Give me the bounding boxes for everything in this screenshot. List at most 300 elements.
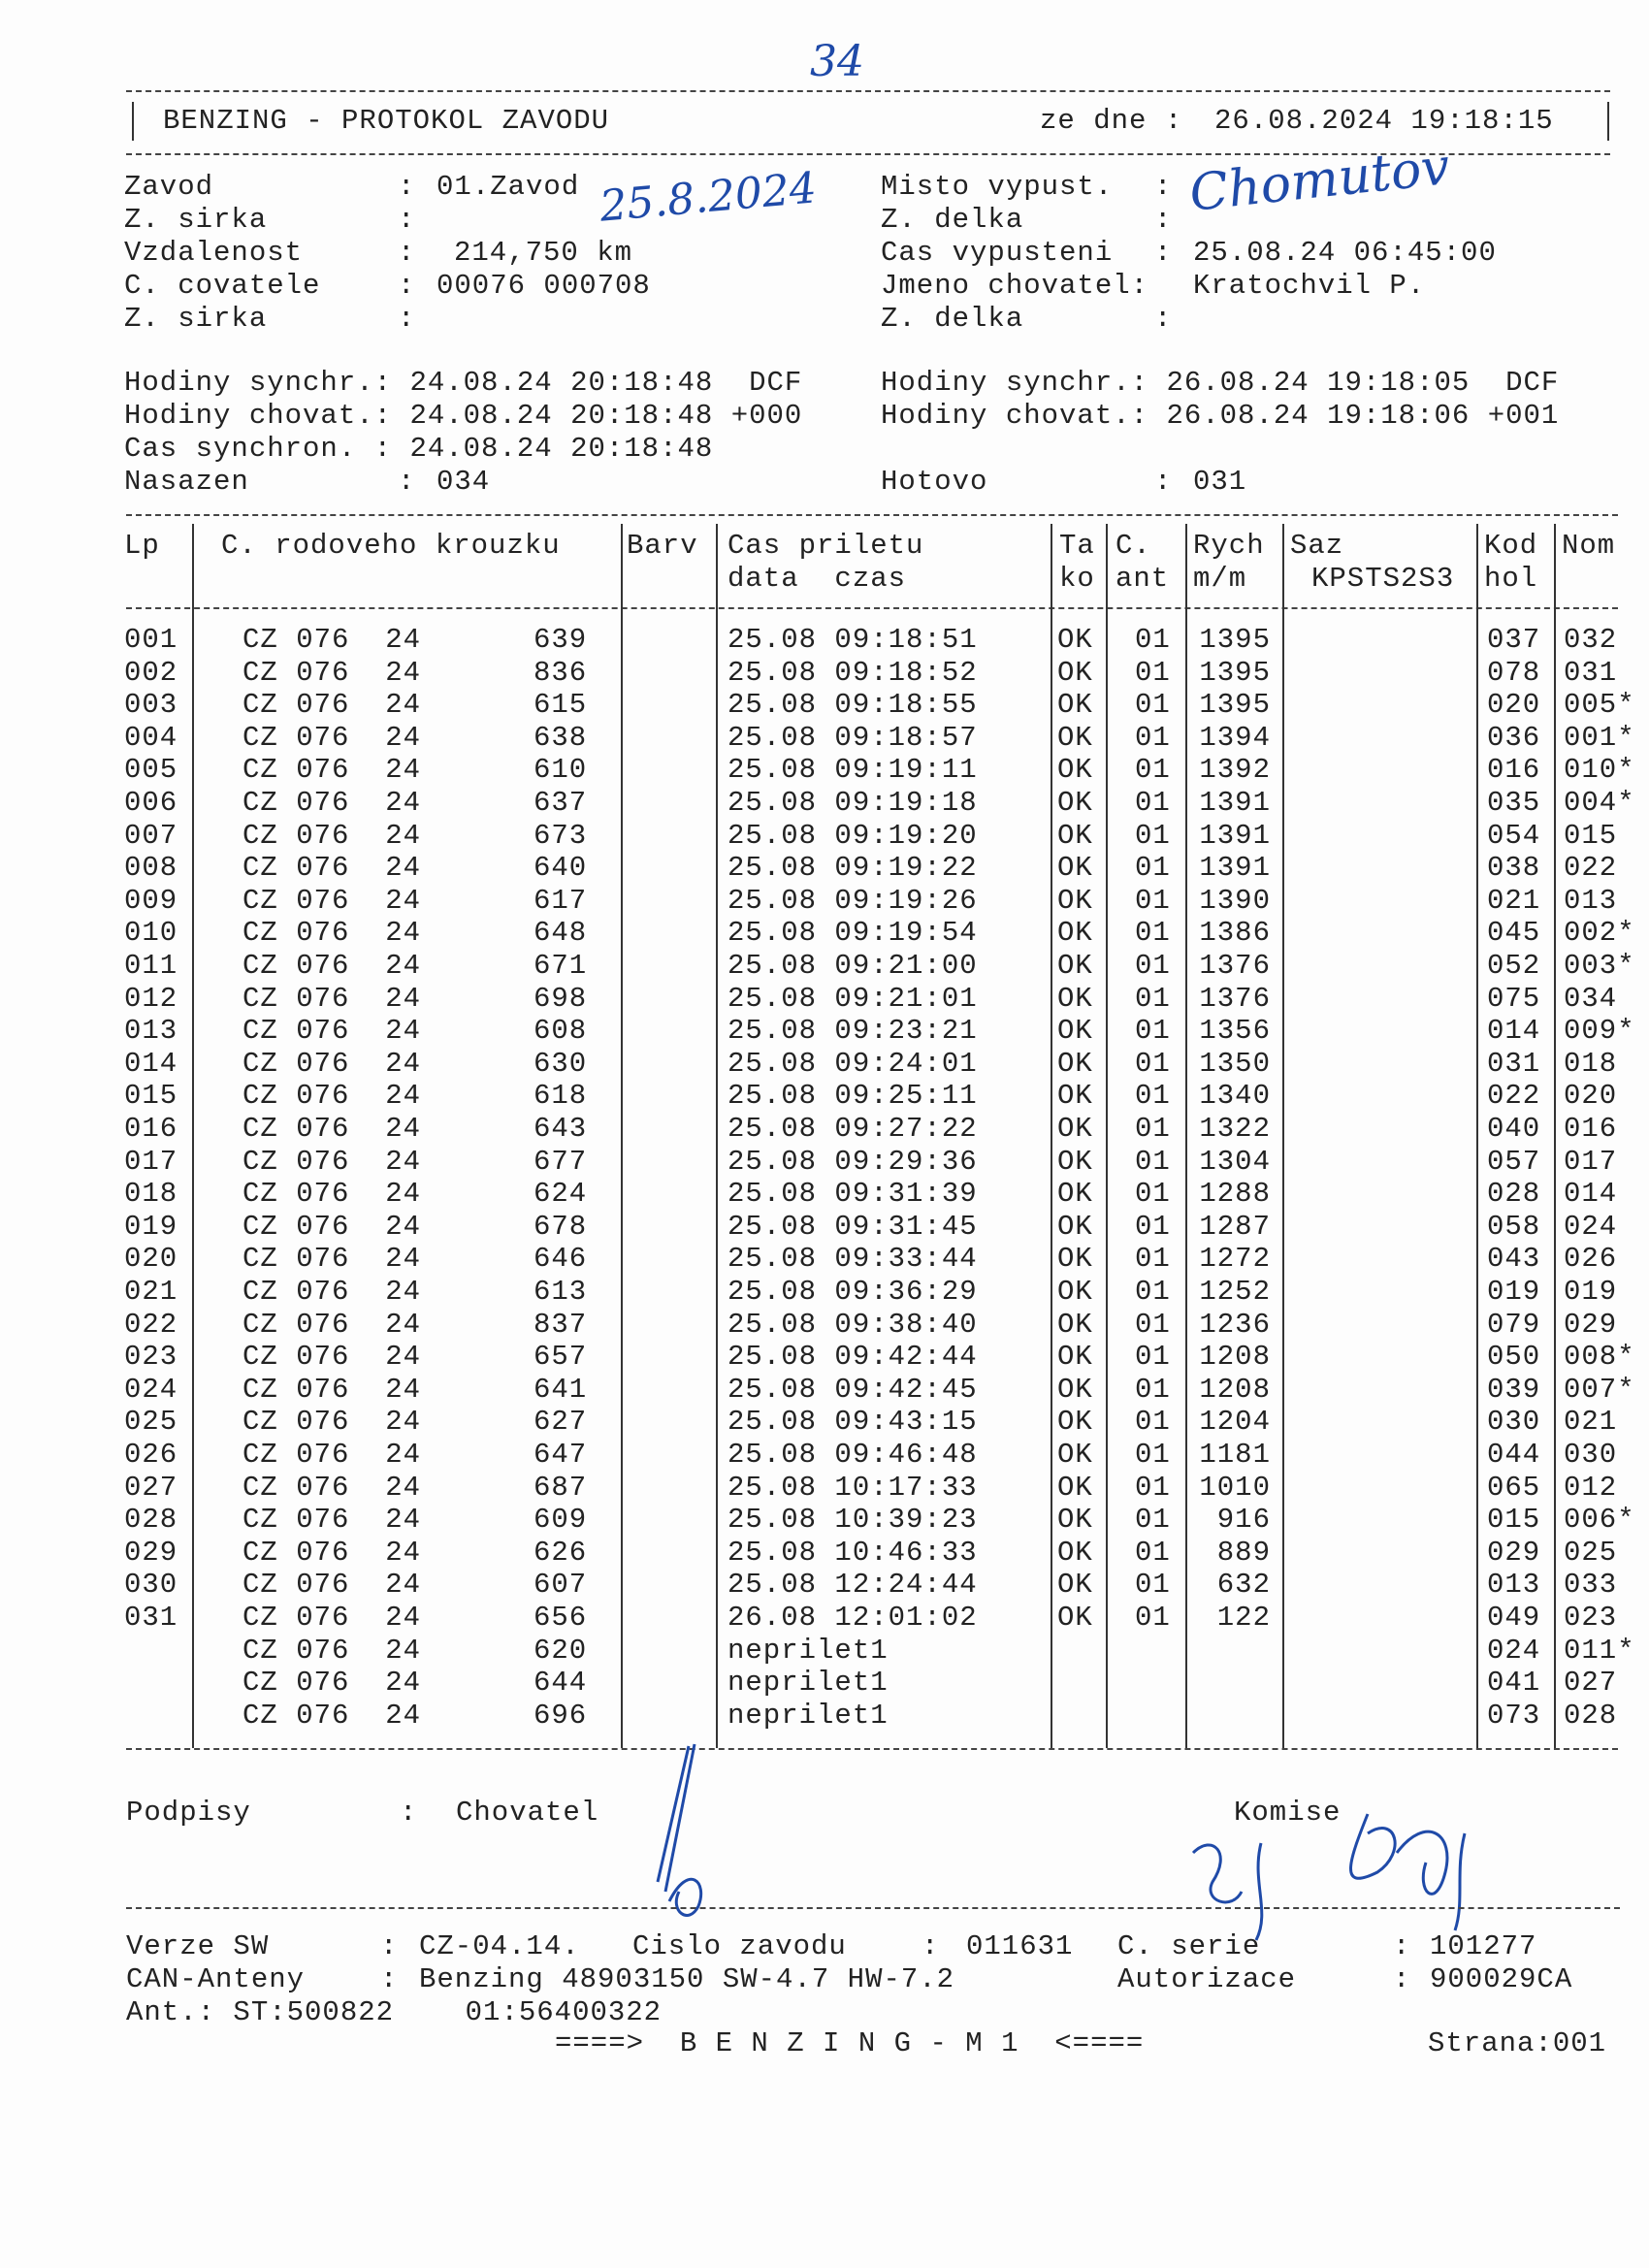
status-cell: OK (1057, 1406, 1093, 1439)
ring-number-cell: 627 (534, 1406, 588, 1439)
speed-cell: 1287 (1199, 1210, 1271, 1243)
ring-number-cell: 630 (534, 1047, 588, 1080)
code-cell: 078 (1487, 656, 1541, 689)
table-row (0, 1602, 1649, 1635)
verze-label: Verze SW (126, 1930, 270, 1962)
nom-cell: 033 (1564, 1569, 1618, 1602)
zavod-label: Zavod (124, 171, 214, 203)
verze-value: CZ-04.14. (419, 1930, 580, 1962)
speed-cell: 1391 (1199, 852, 1271, 885)
antenna-cell: 01 (1135, 852, 1171, 885)
ring-cell: CZ 076 24 (242, 884, 422, 917)
speed-cell: 1376 (1199, 950, 1271, 982)
antenna-cell: 01 (1135, 884, 1171, 917)
code-cell: 075 (1487, 982, 1541, 1015)
jmeno-value: Kratochvil P. (1193, 270, 1426, 302)
antenna-cell: 01 (1135, 1602, 1171, 1634)
table-row (0, 1700, 1649, 1733)
speed-cell: 1181 (1199, 1439, 1271, 1471)
table-row (0, 1439, 1649, 1472)
nom-cell: 023 (1564, 1602, 1618, 1634)
code-cell: 079 (1487, 1308, 1541, 1341)
col-header-rych: Rych (1193, 530, 1265, 562)
lp-cell: 017 (124, 1145, 178, 1178)
ring-cell: CZ 076 24 (242, 1178, 422, 1211)
code-cell: 019 (1487, 1276, 1541, 1308)
speed-cell: 889 (1216, 1536, 1271, 1569)
antenna-cell: 01 (1135, 754, 1171, 787)
lp-cell: 004 (124, 721, 178, 754)
status-cell: OK (1057, 1373, 1093, 1406)
status-cell: OK (1057, 1178, 1093, 1211)
arrival-time-cell: 25.08 09:18:57 (728, 721, 978, 754)
code-cell: 038 (1487, 852, 1541, 885)
arrival-time-cell: 25.08 09:42:44 (728, 1341, 978, 1374)
table-row (0, 1146, 1649, 1179)
arrival-time-cell: 25.08 09:31:39 (728, 1178, 978, 1211)
speed-cell: 1288 (1199, 1178, 1271, 1211)
status-cell: OK (1057, 884, 1093, 917)
sync-line-left-2: Hodiny chovat.: 24.08.24 20:18:48 +000 (124, 400, 803, 432)
table-row (0, 1015, 1649, 1048)
arrival-time-cell: 25.08 09:19:26 (728, 884, 978, 917)
colon: : (380, 1963, 399, 1995)
lp-cell: 030 (124, 1569, 178, 1602)
arrival-time-cell: 25.08 09:23:21 (728, 1015, 978, 1048)
colon: : (1154, 237, 1173, 269)
speed-cell: 1208 (1199, 1341, 1271, 1374)
ring-number-cell: 646 (534, 1243, 588, 1276)
lp-cell: 026 (124, 1439, 178, 1471)
nom-cell: 032 (1564, 624, 1618, 656)
nom-cell: 030 (1564, 1439, 1618, 1471)
table-row (0, 1080, 1649, 1113)
table-row (0, 1243, 1649, 1276)
autorizace-label: Autorizace (1117, 1963, 1297, 1995)
ring-number-cell: 607 (534, 1569, 588, 1602)
ring-number-cell: 609 (534, 1504, 588, 1537)
speed-cell: 1340 (1199, 1080, 1271, 1113)
lp-cell: 014 (124, 1047, 178, 1080)
arrival-time-cell: 25.08 09:36:29 (728, 1276, 978, 1308)
ring-cell: CZ 076 24 (242, 982, 422, 1015)
status-cell: OK (1057, 1243, 1093, 1276)
handwritten-race-date: 25.8.2024 (598, 163, 819, 232)
antenna-cell: 01 (1135, 1113, 1171, 1145)
arrival-time-cell: 25.08 09:24:01 (728, 1047, 978, 1080)
ring-number-cell: 671 (534, 950, 588, 982)
ring-cell: CZ 076 24 (242, 656, 422, 689)
ring-cell: CZ 076 24 (242, 1536, 422, 1569)
code-cell: 020 (1487, 689, 1541, 722)
table-row (0, 1276, 1649, 1309)
table-row (0, 852, 1649, 885)
speed-cell: 1208 (1199, 1373, 1271, 1406)
nasazen-label: Nasazen (124, 466, 249, 498)
speed-cell: 1304 (1199, 1145, 1271, 1178)
chovatel-label: Chovatel (456, 1797, 599, 1829)
ring-number-cell: 640 (534, 852, 588, 885)
table-row (0, 1635, 1649, 1668)
lp-cell: 031 (124, 1602, 178, 1634)
ring-cell: CZ 076 24 (242, 1210, 422, 1243)
colon: : (400, 1797, 418, 1829)
arrival-time-cell: neprilet1 (728, 1667, 889, 1700)
arrival-time-cell: 25.08 09:19:20 (728, 819, 978, 852)
code-cell: 065 (1487, 1471, 1541, 1504)
nom-cell: 006* (1564, 1504, 1635, 1537)
antenna-cell: 01 (1135, 982, 1171, 1015)
nom-cell: 009* (1564, 1015, 1635, 1048)
vzdalenost-label: Vzdalenost (124, 237, 304, 269)
handwritten-page-number: 34 (810, 37, 864, 86)
table-row (0, 1504, 1649, 1537)
zsirka-label: Z. sirka (124, 204, 268, 236)
code-cell: 043 (1487, 1243, 1541, 1276)
status-cell: OK (1057, 1471, 1093, 1504)
ring-number-cell: 639 (534, 624, 588, 656)
speed-cell: 1356 (1199, 1015, 1271, 1048)
arrival-time-cell: 25.08 09:33:44 (728, 1243, 978, 1276)
colon: : (398, 466, 416, 498)
status-cell: OK (1057, 1210, 1093, 1243)
antenna-cell: 01 (1135, 917, 1171, 950)
colon: : (1154, 171, 1173, 203)
nom-cell: 031 (1564, 656, 1618, 689)
ring-cell: CZ 076 24 (242, 1080, 422, 1113)
table-row (0, 1178, 1649, 1211)
col-header-lp: Lp (124, 530, 160, 562)
code-cell: 013 (1487, 1569, 1541, 1602)
code-cell: 035 (1487, 787, 1541, 819)
ring-cell: CZ 076 24 (242, 787, 422, 819)
table-row (0, 722, 1649, 755)
colon: : (398, 204, 416, 236)
zavod-value: 01.Zavod (436, 171, 580, 203)
col-header-cant-sub: ant (1116, 563, 1170, 595)
nom-cell: 034 (1564, 982, 1618, 1015)
arrival-time-cell: 25.08 09:29:36 (728, 1145, 978, 1178)
ring-number-cell: 656 (534, 1602, 588, 1634)
lp-cell: 021 (124, 1276, 178, 1308)
colon: : (398, 303, 416, 335)
code-cell: 031 (1487, 1047, 1541, 1080)
serie-value: 101277 (1430, 1930, 1537, 1962)
arrival-time-cell: 25.08 09:31:45 (728, 1210, 978, 1243)
antenna-cell: 01 (1135, 1276, 1171, 1308)
arrival-time-cell: 25.08 09:21:01 (728, 982, 978, 1015)
report-date: 26.08.2024 19:18:15 (1214, 105, 1554, 137)
nom-cell: 015 (1564, 819, 1618, 852)
col-header-cant: C. (1116, 530, 1151, 562)
speed-cell: 1236 (1199, 1308, 1271, 1341)
code-cell: 016 (1487, 754, 1541, 787)
ring-number-cell: 608 (534, 1015, 588, 1048)
code-cell: 054 (1487, 819, 1541, 852)
colon: : (1154, 303, 1173, 335)
arrival-time-cell: 25.08 10:17:33 (728, 1471, 978, 1504)
nom-cell: 027 (1564, 1667, 1618, 1700)
serie-label: C. serie (1117, 1930, 1261, 1962)
speed-cell: 1391 (1199, 819, 1271, 852)
speed-cell: 1350 (1199, 1047, 1271, 1080)
arrival-time-cell: 25.08 10:46:33 (728, 1536, 978, 1569)
lp-cell: 011 (124, 950, 178, 982)
nom-cell: 003* (1564, 950, 1635, 982)
ring-number-cell: 637 (534, 787, 588, 819)
col-header-saz: Saz (1290, 530, 1344, 562)
table-row (0, 1341, 1649, 1374)
speed-cell: 1395 (1199, 624, 1271, 656)
ring-number-cell: 620 (534, 1634, 588, 1667)
table-row (0, 1472, 1649, 1505)
col-header-tako: Ta (1059, 530, 1095, 562)
ring-number-cell: 643 (534, 1113, 588, 1145)
lp-cell: 001 (124, 624, 178, 656)
status-cell: OK (1057, 1504, 1093, 1537)
table-row (0, 1309, 1649, 1342)
lp-cell: 009 (124, 884, 178, 917)
jmeno-label: Jmeno chovatel: (881, 270, 1149, 302)
cas-vypusteni-value: 25.08.24 06:45:00 (1193, 237, 1497, 269)
ring-number-cell: 644 (534, 1667, 588, 1700)
col-header-ring: C. rodoveho krouzku (221, 530, 561, 562)
ring-cell: CZ 076 24 (242, 689, 422, 722)
lp-cell: 024 (124, 1373, 178, 1406)
speed-cell: 1390 (1199, 884, 1271, 917)
code-cell: 014 (1487, 1015, 1541, 1048)
code-cell: 036 (1487, 721, 1541, 754)
nom-cell: 025 (1564, 1536, 1618, 1569)
status-cell: OK (1057, 754, 1093, 787)
antenna-cell: 01 (1135, 1569, 1171, 1602)
status-cell: OK (1057, 787, 1093, 819)
ring-cell: CZ 076 24 (242, 1373, 422, 1406)
nom-cell: 026 (1564, 1243, 1618, 1276)
ring-cell: CZ 076 24 (242, 950, 422, 982)
handwritten-release-place: Chomutov (1186, 138, 1453, 223)
code-cell: 044 (1487, 1439, 1541, 1471)
antenna-cell: 01 (1135, 1373, 1171, 1406)
antenna-cell: 01 (1135, 1439, 1171, 1471)
ring-cell: CZ 076 24 (242, 624, 422, 656)
table-row (0, 1667, 1649, 1700)
col-header-barv: Barv (627, 530, 698, 562)
lp-cell: 016 (124, 1113, 178, 1145)
komise-label: Komise (1234, 1797, 1342, 1829)
ring-number-cell: 836 (534, 656, 588, 689)
speed-cell: 1204 (1199, 1406, 1271, 1439)
lp-cell: 007 (124, 819, 178, 852)
antenna-cell: 01 (1135, 1504, 1171, 1537)
nom-cell: 005* (1564, 689, 1635, 722)
code-cell: 029 (1487, 1536, 1541, 1569)
antenna-cell: 01 (1135, 689, 1171, 722)
ring-number-cell: 648 (534, 917, 588, 950)
brand-line: ====> B E N Z I N G - M 1 <==== (555, 2027, 1145, 2059)
colon: : (398, 270, 416, 302)
col-header-cas-sub: data czas (728, 563, 907, 595)
nom-cell: 010* (1564, 754, 1635, 787)
antenna-cell: 01 (1135, 1210, 1171, 1243)
table-row (0, 917, 1649, 950)
status-cell: OK (1057, 1015, 1093, 1048)
status-cell: OK (1057, 982, 1093, 1015)
code-cell: 021 (1487, 884, 1541, 917)
nom-cell: 020 (1564, 1080, 1618, 1113)
arrival-time-cell: 25.08 09:18:51 (728, 624, 978, 656)
speed-cell: 1395 (1199, 689, 1271, 722)
antenna-cell: 01 (1135, 1015, 1171, 1048)
arrival-time-cell: 26.08 12:01:02 (728, 1602, 978, 1634)
arrival-time-cell: 25.08 09:19:18 (728, 787, 978, 819)
antenna-cell: 01 (1135, 1145, 1171, 1178)
ring-number-cell: 615 (534, 689, 588, 722)
antenna-cell: 01 (1135, 950, 1171, 982)
ring-number-cell: 641 (534, 1373, 588, 1406)
table-row (0, 820, 1649, 853)
status-cell: OK (1057, 1047, 1093, 1080)
covatele-label: C. covatele (124, 270, 321, 302)
speed-cell: 1386 (1199, 917, 1271, 950)
header-left-border (132, 102, 134, 141)
arrival-time-cell: neprilet1 (728, 1634, 889, 1667)
code-cell: 030 (1487, 1406, 1541, 1439)
ring-number-cell: 673 (534, 819, 588, 852)
nom-cell: 008* (1564, 1341, 1635, 1374)
ring-cell: CZ 076 24 (242, 852, 422, 885)
nom-cell: 012 (1564, 1471, 1618, 1504)
lp-cell: 005 (124, 754, 178, 787)
lp-cell: 020 (124, 1243, 178, 1276)
antenna-cell: 01 (1135, 1178, 1171, 1211)
status-cell: OK (1057, 656, 1093, 689)
antenna-cell: 01 (1135, 1308, 1171, 1341)
nom-cell: 022 (1564, 852, 1618, 885)
code-cell: 040 (1487, 1113, 1541, 1145)
nom-cell: 001* (1564, 721, 1635, 754)
ring-cell: CZ 076 24 (242, 1113, 422, 1145)
lp-cell: 010 (124, 917, 178, 950)
sync-line-right-1: Hodiny synchr.: 26.08.24 19:18:05 DCF (881, 367, 1560, 399)
arrival-time-cell: 25.08 09:38:40 (728, 1308, 978, 1341)
table-row (0, 787, 1649, 820)
antenna-cell: 01 (1135, 1243, 1171, 1276)
arrival-time-cell: 25.08 09:18:55 (728, 689, 978, 722)
misto-label: Misto vypust. (881, 171, 1114, 203)
table-row (0, 983, 1649, 1016)
status-cell: OK (1057, 721, 1093, 754)
col-header-tako-sub: ko (1059, 563, 1095, 595)
footer-rule (126, 1907, 1620, 1909)
sync-line-left-1: Hodiny synchr.: 24.08.24 20:18:48 DCF (124, 367, 803, 399)
code-cell: 041 (1487, 1667, 1541, 1700)
can-value: Benzing 48903150 SW-4.7 HW-7.2 (419, 1963, 955, 1995)
arrival-time-cell: 25.08 12:24:44 (728, 1569, 978, 1602)
colon: : (398, 237, 416, 269)
nom-cell: 007* (1564, 1373, 1635, 1406)
header-right-border (1607, 102, 1609, 141)
antenna-cell: 01 (1135, 1047, 1171, 1080)
status-cell: OK (1057, 1536, 1093, 1569)
col-header-cas: Cas priletu (728, 530, 924, 562)
nom-cell: 024 (1564, 1210, 1618, 1243)
lp-cell: 019 (124, 1210, 178, 1243)
ring-number-cell: 626 (534, 1536, 588, 1569)
speed-cell: 1010 (1199, 1471, 1271, 1504)
ring-cell: CZ 076 24 (242, 1569, 422, 1602)
colon: : (1393, 1930, 1411, 1962)
ring-cell: CZ 076 24 (242, 1276, 422, 1308)
colon: : (380, 1930, 399, 1962)
lp-cell: 025 (124, 1406, 178, 1439)
lp-cell: 002 (124, 656, 178, 689)
col-header-saz-sub: KPSTS2S3 (1311, 563, 1455, 595)
speed-cell: 916 (1216, 1504, 1271, 1537)
table-row (0, 885, 1649, 918)
page-number: Strana:001 (1428, 2027, 1607, 2059)
lp-cell: 008 (124, 852, 178, 885)
vzdalenost-value: 214,750 km (454, 237, 633, 269)
ring-cell: CZ 076 24 (242, 1047, 422, 1080)
ring-number-cell: 624 (534, 1178, 588, 1211)
col-header-kod: Kod (1484, 530, 1538, 562)
ring-cell: CZ 076 24 (242, 1145, 422, 1178)
arrival-time-cell: 25.08 09:19:22 (728, 852, 978, 885)
sync-line-right-2: Hodiny chovat.: 26.08.24 19:18:06 +001 (881, 400, 1560, 432)
can-label: CAN-Anteny (126, 1963, 306, 1995)
antenna-cell: 01 (1135, 1341, 1171, 1374)
code-cell: 024 (1487, 1634, 1541, 1667)
ring-cell: CZ 076 24 (242, 1504, 422, 1537)
ring-number-cell: 618 (534, 1080, 588, 1113)
table-row (0, 1048, 1649, 1081)
antenna-cell: 01 (1135, 1080, 1171, 1113)
ring-number-cell: 617 (534, 884, 588, 917)
speed-cell: 1252 (1199, 1276, 1271, 1308)
table-row (0, 1569, 1649, 1602)
status-cell: OK (1057, 917, 1093, 950)
ring-number-cell: 678 (534, 1210, 588, 1243)
status-cell: OK (1057, 624, 1093, 656)
status-cell: OK (1057, 852, 1093, 885)
ring-cell: CZ 076 24 (242, 1439, 422, 1471)
status-cell: OK (1057, 1145, 1093, 1178)
table-row (0, 1113, 1649, 1146)
arrival-time-cell: 25.08 10:39:23 (728, 1504, 978, 1537)
code-cell: 037 (1487, 624, 1541, 656)
speed-cell: 1376 (1199, 982, 1271, 1015)
antenna-cell: 01 (1135, 819, 1171, 852)
table-row (0, 754, 1649, 787)
table-row (0, 950, 1649, 983)
ring-cell: CZ 076 24 (242, 1308, 422, 1341)
nom-cell: 004* (1564, 787, 1635, 819)
ring-number-cell: 647 (534, 1439, 588, 1471)
nom-cell: 018 (1564, 1047, 1618, 1080)
cislo-label: Cislo zavodu (632, 1930, 847, 1962)
zsirka2-label: Z. sirka (124, 303, 268, 335)
header-top-rule (126, 90, 1610, 92)
table-top-rule (126, 514, 1618, 516)
report-date-label: ze dne : (1040, 105, 1183, 137)
status-cell: OK (1057, 689, 1093, 722)
nom-cell: 028 (1564, 1699, 1618, 1732)
nom-cell: 013 (1564, 884, 1618, 917)
ring-cell: CZ 076 24 (242, 1015, 422, 1048)
cislo-value: 011631 (966, 1930, 1074, 1962)
nom-cell: 011* (1564, 1634, 1635, 1667)
